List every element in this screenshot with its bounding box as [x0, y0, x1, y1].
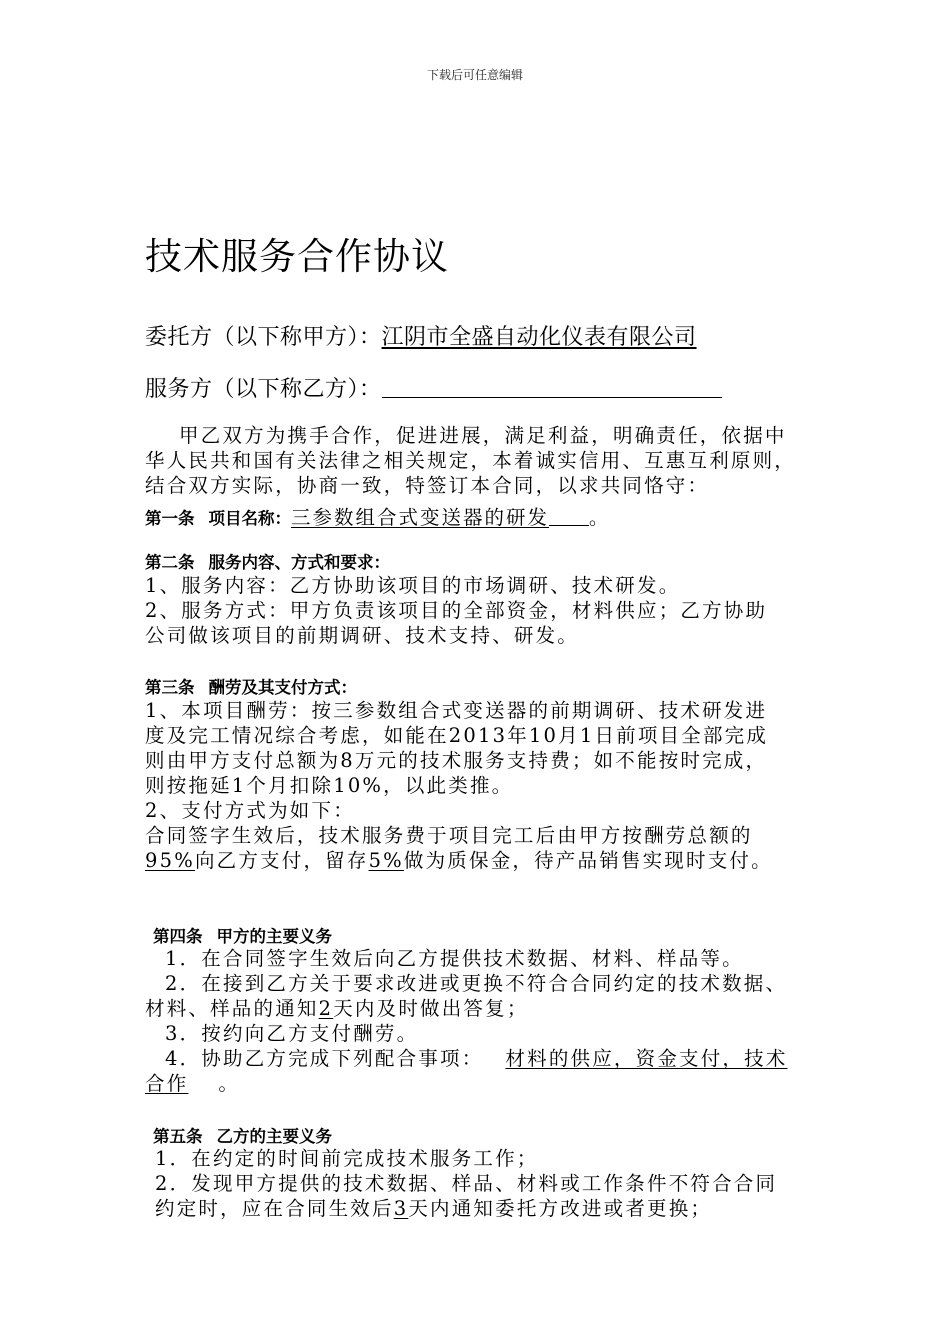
article-5-title: 第五条 [153, 1127, 203, 1146]
notice-text: 材料、样品的通知 [145, 997, 319, 1020]
article-3-line-6: 合同签字生效后，技术服务费于项目完工后由甲方按酬劳总额的 [145, 824, 753, 847]
notify-end: 天内通知委托方改进或者更换； [408, 1197, 713, 1220]
article-2-title: 第二条 [145, 553, 195, 572]
article-3-line-3: 则由甲方支付总额为8万元的技术服务支持费；如不能按时完成， [145, 749, 768, 772]
article-3-line-1: 1、本项目酬劳：按三参数组合式变送器的前期调研、技术研发进 [145, 699, 768, 722]
article-2-label: 服务内容、方式和要求： [208, 553, 390, 572]
article-3-line-7 [145, 849, 773, 873]
article-4-line-5 [145, 1047, 788, 1071]
article-5-heading [153, 1123, 332, 1147]
article-4-label: 甲方的主要义务 [216, 927, 332, 946]
article-1-end: 。 [589, 507, 609, 529]
article-5-line-1: 1．在约定的时间前完成技术服务工作； [155, 1147, 539, 1170]
retention-percent: 5% [368, 849, 404, 872]
assist-items: 材料的供应，资金支付，技术 [505, 1047, 788, 1070]
party-a-label: 委托方（以下称甲方）： [145, 325, 382, 350]
article-4-title: 第四条 [153, 927, 203, 946]
article-4-line-6 [145, 1072, 240, 1096]
payment-text: 向乙方支付，留存 [194, 849, 369, 872]
article-5-line-3 [145, 1197, 712, 1221]
article-4-line-2: 2．在接到乙方关于要求改进或更换不符合合同约定的技术数据、 [165, 972, 788, 995]
article-4-line-1: 1．在合同签字生效后向乙方提供技术数据、材料、样品等。 [165, 947, 744, 970]
notify-text: 约定时，应在合同生效后 [155, 1197, 394, 1220]
article-2-line-2: 2、服务方式：甲方负责该项目的全部资金，材料供应；乙方协助 [145, 599, 768, 622]
reply-days: 2 [318, 997, 334, 1020]
article-5-label: 乙方的主要义务 [216, 1127, 332, 1146]
article-4-heading [153, 923, 332, 947]
intro-line-2: 华人民共和国有关法律之相关规定，本着诚实信用、互惠互利原则， [145, 449, 797, 472]
project-name: 三参数组合式变送器的研发 [291, 506, 550, 529]
intro-line-1: 甲乙双方为携手合作，促进进展，满足利益，明确责任，依据中 [179, 424, 787, 447]
document-title: 技术服务合作协议 [145, 235, 449, 278]
article-1-title: 第一条 [145, 509, 195, 528]
article-1-label: 项目名称： [208, 509, 291, 528]
project-name-blank [549, 507, 589, 526]
article-3-line-5: 2、支付方式为如下： [145, 799, 355, 822]
article-2-line-1: 1、服务内容：乙方协助该项目的市场调研、技术研发。 [145, 574, 681, 597]
party-a [145, 320, 697, 351]
assist-end: 。 [218, 1072, 241, 1095]
article-3-title: 第三条 [145, 678, 195, 697]
notify-days: 3 [393, 1197, 409, 1220]
article-4-line-4: 3．按约向乙方支付酬劳。 [165, 1022, 419, 1045]
party-b [145, 372, 722, 403]
party-b-blank [382, 379, 722, 398]
payment-percent: 95% [145, 849, 195, 872]
party-a-name: 江阴市全盛自动化仪表有限公司 [381, 325, 697, 350]
article-2-heading [145, 549, 390, 573]
reply-text: 天内及时做出答复； [333, 997, 529, 1020]
article-4-line-3 [145, 997, 529, 1021]
article-3-line-4: 则按拖延1个月扣除10%，以此类推。 [145, 774, 514, 797]
article-3-label: 酬劳及其支付方式： [208, 678, 357, 697]
header-note: 下载后可任意编辑 [426, 68, 523, 82]
intro-line-3: 结合双方实际，协商一致，特签订本合同，以求共同恪守： [145, 474, 710, 497]
article-3-line-2: 度及完工情况综合考虑，如能在2013年10月1日前项目全部完成 [145, 724, 769, 747]
party-b-label: 服务方（以下称乙方）： [145, 377, 382, 402]
article-2-line-3: 公司做该项目的前期调研、技术支持、研发。 [145, 624, 580, 647]
article-3-heading [145, 674, 357, 698]
assist-text: 4．协助乙方完成下列配合事项： [165, 1047, 484, 1070]
article-5-line-2: 2．发现甲方提供的技术数据、样品、材料或工作条件不符合合同 [155, 1172, 778, 1195]
article-1 [145, 502, 608, 530]
retention-text: 做为质保金，待产品销售实现时支付。 [403, 849, 773, 872]
assist-items-cont: 合作 [145, 1072, 189, 1095]
